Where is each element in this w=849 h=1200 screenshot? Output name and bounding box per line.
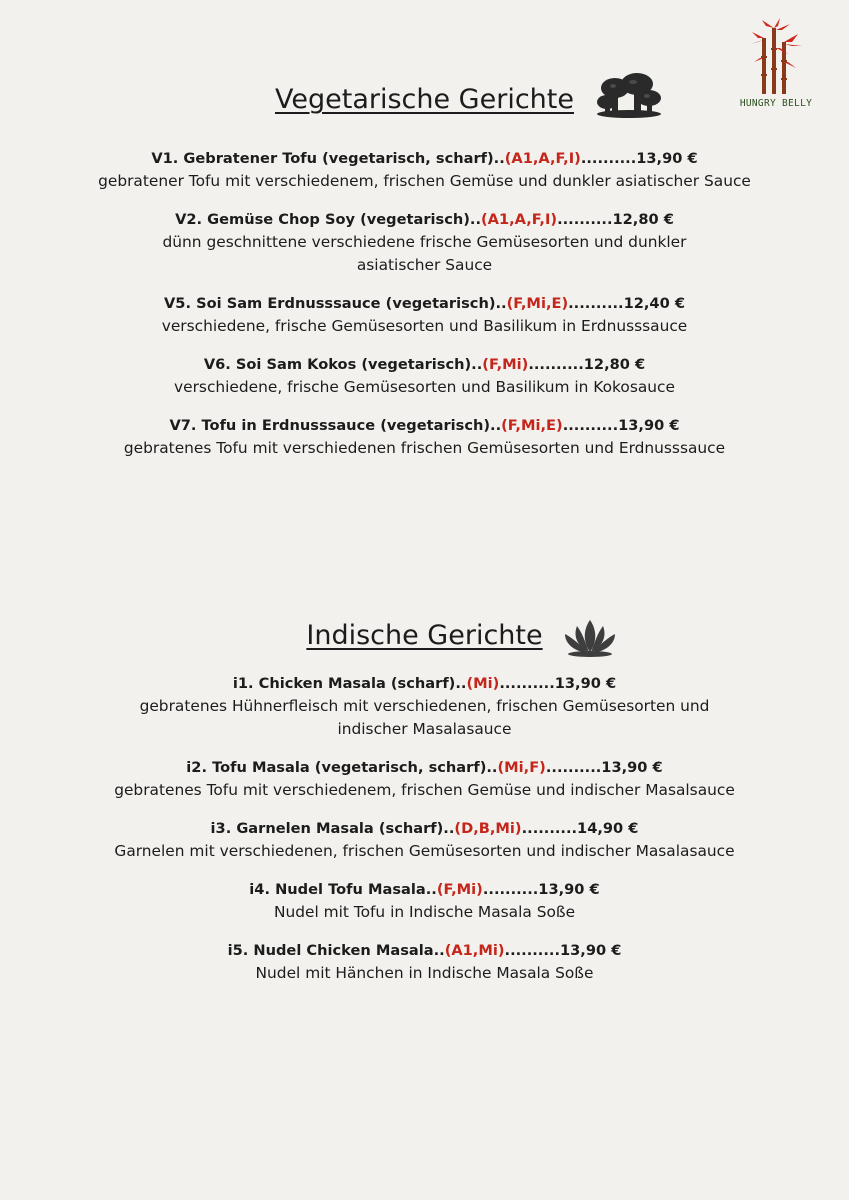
section-title-vegetarian: Vegetarische Gerichte: [275, 84, 574, 115]
item-name: i2. Tofu Masala (vegetarisch, scharf)..: [186, 759, 498, 776]
allergens: (Mi): [466, 675, 500, 692]
item-name: i5. Nudel Chicken Masala..: [227, 942, 445, 959]
allergens: (F,Mi,E): [501, 417, 563, 434]
item-price: ..........14,90 €: [521, 820, 639, 837]
allergens: (F,Mi): [482, 356, 529, 373]
item-description: Nudel mit Hänchen in Indische Masala Soße: [255, 964, 594, 982]
allergens: (Mi,F): [497, 759, 546, 776]
item-name: V1. Gebratener Tofu (vegetarisch, scharf)..: [151, 150, 505, 167]
allergens: (D,B,Mi): [454, 820, 522, 837]
item-name: i4. Nudel Tofu Masala..: [249, 881, 437, 898]
item-description: verschiedene, frische Gemüsesorten und Basilikum in Kokosauce: [174, 378, 675, 396]
item-price: ..........12,80 €: [528, 356, 646, 373]
allergens: (A1,A,F,I): [504, 150, 581, 167]
menu-item: [0, 147, 849, 193]
item-price: ..........13,90 €: [562, 417, 680, 434]
allergens: (A1,A,F,I): [481, 211, 558, 228]
item-name: V6. Soi Sam Kokos (vegetarisch)..: [203, 356, 483, 373]
item-price: ..........13,90 €: [504, 942, 622, 959]
item-description: Nudel mit Tofu in Indische Masala Soße: [273, 903, 576, 921]
menu-item: [0, 353, 849, 399]
item-description: gebratener Tofu mit verschiedenem, frischen Gemüse und dunkler asiatischer Sauce: [98, 172, 751, 190]
item-price: ..........13,90 €: [482, 881, 600, 898]
item-name: V5. Soi Sam Erdnusssauce (vegetarisch)..: [164, 295, 507, 312]
allergens: (F,Mi,E): [506, 295, 569, 312]
item-name: V2. Gemüse Chop Soy (vegetarisch)..: [175, 211, 482, 228]
item-name: V7. Tofu in Erdnusssauce (vegetarisch)..: [169, 417, 502, 434]
allergens: (A1,Mi): [444, 942, 505, 959]
menu-item: [0, 672, 849, 741]
item-name: i3. Garnelen Masala (scharf)..: [210, 820, 455, 837]
menu-item: [0, 208, 849, 277]
lotus-icon: [559, 618, 621, 658]
item-price: ..........13,90 €: [545, 759, 663, 776]
menu-item: [0, 878, 849, 924]
menu-item: [0, 414, 849, 460]
allergens: (F,Mi): [436, 881, 483, 898]
mushrooms-icon: [595, 70, 663, 118]
item-description: Garnelen mit verschiedenen, frischen Gemüsesorten und indischer Masalasauce: [114, 842, 735, 860]
item-description: gebratenes Hühnerfleisch mit verschiedenen, frischen Gemüsesorten und indischer Masalasauce: [139, 697, 710, 738]
item-price: ..........13,90 €: [580, 150, 698, 167]
section-title-indian: Indische Gerichte: [306, 620, 543, 651]
item-description: gebratenes Tofu mit verschiedenen frischen Gemüsesorten und Erdnusssauce: [123, 439, 726, 457]
menu-item: [0, 817, 849, 863]
item-description: gebratenes Tofu mit verschiedenem, frischen Gemüse und indischer Masalsauce: [114, 781, 735, 799]
item-description: dünn geschnittene verschiedene frische Gemüsesorten und dunkler asiatischer Sauce: [162, 233, 687, 274]
item-price: ..........12,40 €: [568, 295, 685, 312]
item-price: ..........12,80 €: [557, 211, 674, 228]
item-name: i1. Chicken Masala (scharf)..: [232, 675, 467, 692]
item-description: verschiedene, frische Gemüsesorten und Basilikum in Erdnusssauce: [161, 317, 688, 335]
item-price: ..........13,90 €: [499, 675, 617, 692]
menu-item: [0, 756, 849, 802]
menu-item: [0, 939, 849, 985]
menu-item: [0, 292, 849, 338]
brand-name: HUNGRY BELLY: [739, 98, 813, 109]
